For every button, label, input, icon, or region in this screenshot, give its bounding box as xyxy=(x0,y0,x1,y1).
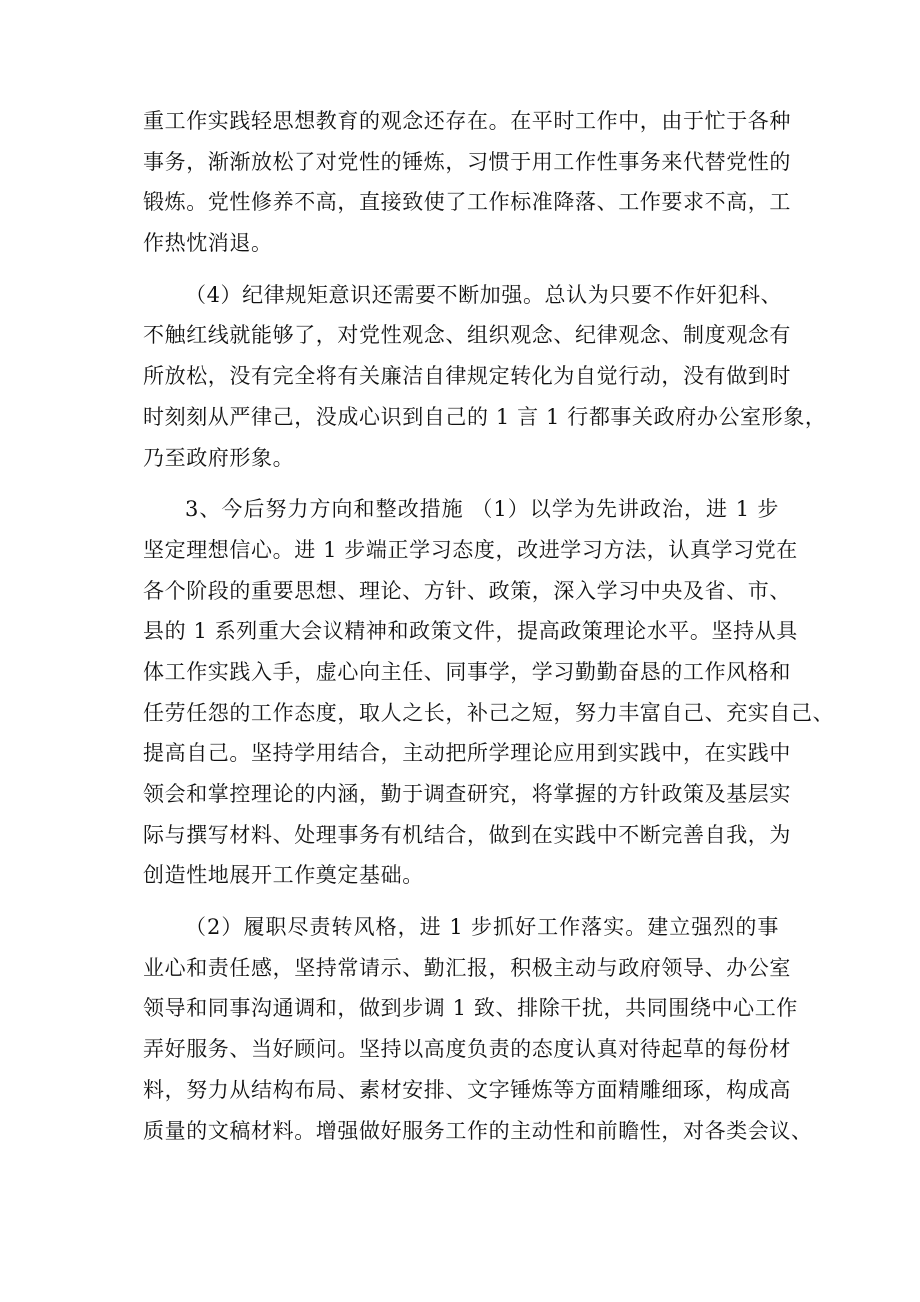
text-line: 提高自己。坚持学用结合，主动把所学理论应用到实践中，在实践中 xyxy=(143,741,791,766)
text-line: 体工作实践入手，虚心向主任、同事学，学习勤勤奋恳的工作风格和 xyxy=(143,659,791,684)
paragraph xyxy=(143,275,827,478)
document-body xyxy=(143,101,835,1162)
paragraph xyxy=(143,907,813,1151)
text-line: 创造性地展开工作奠定基础。 xyxy=(143,863,424,888)
text-line: 不触红线就能够了，对党性观念、组织观念、纪律观念、制度观念有 xyxy=(143,323,791,348)
text-line: 时刻刻从严律己，没成心识到自己的 1 言 1 行都事关政府办公室形象， xyxy=(143,404,827,429)
paragraph xyxy=(143,101,791,264)
text-line: 业心和责任感，坚持常请示、勤汇报，积极主动与政府领导、办公室 xyxy=(143,955,791,980)
text-line: 县的 1 系列重大会议精神和政策文件，提高政策理论水平。坚持从具 xyxy=(143,619,798,644)
text-line: 3、今后努力方向和整改措施 （1）以学为先讲政治，进 1 步 xyxy=(185,497,779,522)
text-line: 料，努力从结构布局、素材安排、文字锤炼等方面精雕细琢，构成高 xyxy=(143,1077,791,1102)
text-line: 作热忱消退。 xyxy=(143,231,273,256)
text-line: 重工作实践轻思想教育的观念还存在。在平时工作中，由于忙于各种 xyxy=(143,109,791,133)
text-line: 领导和同事沟通调和，做到步调 1 致、排除干扰，共同围绕中心工作 xyxy=(143,996,798,1021)
text-line: 际与撰写材料、处理事务有机结合，做到在实践中不断完善自我，为 xyxy=(143,822,791,847)
text-line: 弄好服务、当好顾问。坚持以高度负责的态度认真对待起草的每份材 xyxy=(143,1037,791,1062)
text-line: 乃至政府形象。 xyxy=(143,445,295,470)
text-line: 任劳任怨的工作态度，取人之长，补己之短，努力丰富自己、充实自己、 xyxy=(143,700,835,725)
text-line: 所放松，没有完全将有关廉洁自律规定转化为自觉行动，没有做到时 xyxy=(143,364,791,389)
text-line: 领会和掌控理论的内涵，勤于调查研究，将掌握的方针政策及基层实 xyxy=(143,782,791,806)
text-line: 质量的文稿材料。增强做好服务工作的主动性和前瞻性，对各类会议、 xyxy=(143,1118,813,1143)
text-line: 坚定理想信心。进 1 步端正学习态度，改进学习方法，认真学习党在 xyxy=(143,537,798,562)
paragraph xyxy=(143,489,835,896)
text-line: 事务，渐渐放松了对党性的锤炼，习惯于用工作性事务来代替党性的 xyxy=(143,149,791,174)
text-line: （4）纪律规矩意识还需要不断加强。总认为只要不作奸犯科、 xyxy=(185,282,783,307)
text-line: （2）履职尽责转风格，进 1 步抓好工作落实。建立强烈的事 xyxy=(185,915,779,940)
text-line: 各个阶段的重要思想、理论、方针、政策，深入学习中央及省、市、 xyxy=(143,578,791,603)
text-line: 锻炼。党性修养不高，直接致使了工作标准降落、工作要求不高，工 xyxy=(143,190,791,215)
